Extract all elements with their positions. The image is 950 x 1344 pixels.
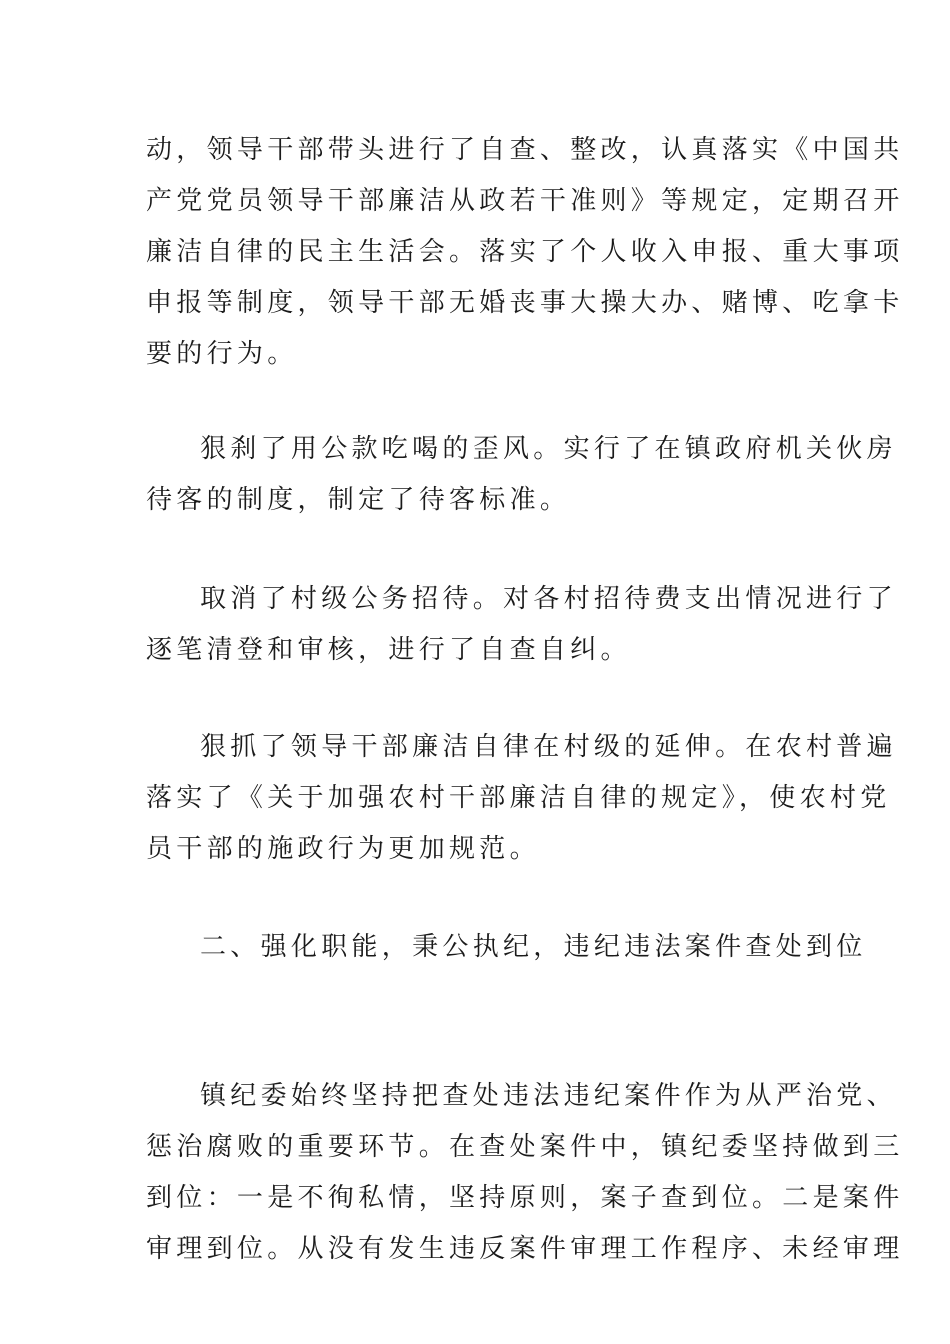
paragraph-line: 审理到位。从没有发生违反案件审理工作程序、未经审理 bbox=[146, 1234, 904, 1264]
paragraph-line: 待客的制度，制定了待客标准。 bbox=[146, 485, 571, 515]
paragraph-4 bbox=[146, 722, 897, 875]
paragraph-line: 狠刹了用公款吃喝的歪风。实行了在镇政府机关伙房 bbox=[200, 434, 897, 464]
paragraph-line: 惩治腐败的重要环节。在查处案件中，镇纪委坚持做到三 bbox=[146, 1132, 904, 1162]
paragraph-2 bbox=[146, 424, 897, 526]
paragraph-line: 廉洁自律的民主生活会。落实了个人收入申报、重大事项 bbox=[146, 237, 904, 267]
paragraph-5 bbox=[146, 1071, 904, 1275]
paragraph-line: 镇纪委始终坚持把查处违法违纪案件作为从严治党、 bbox=[200, 1081, 897, 1111]
section-heading bbox=[146, 922, 867, 973]
paragraph-line: 逐笔清登和审核，进行了自查自纠。 bbox=[146, 635, 631, 665]
paragraph-1 bbox=[146, 125, 904, 380]
paragraph-line: 取消了村级公务招待。对各村招待费支出情况进行了 bbox=[200, 584, 897, 614]
paragraph-3 bbox=[146, 574, 897, 676]
paragraph-line: 狠抓了领导干部廉洁自律在村级的延伸。在农村普遍 bbox=[200, 732, 897, 762]
paragraph-line: 员干部的施政行为更加规范。 bbox=[146, 834, 540, 864]
paragraph-line: 要的行为。 bbox=[146, 339, 298, 369]
paragraph-line: 产党党员领导干部廉洁从政若干准则》等规定，定期召开 bbox=[146, 186, 904, 216]
paragraph-line: 动，领导干部带头进行了自查、整改，认真落实《中国共 bbox=[146, 135, 904, 165]
paragraph-line: 到位：一是不徇私情，坚持原则，案子查到位。二是案件 bbox=[146, 1183, 904, 1213]
paragraph-line: 申报等制度，领导干部无婚丧事大操大办、赌博、吃拿卡 bbox=[146, 288, 904, 318]
paragraph-line: 落实了《关于加强农村干部廉洁自律的规定》，使农村党 bbox=[146, 783, 891, 813]
heading-line: 二、强化职能，秉公执纪，违纪违法案件查处到位 bbox=[200, 932, 867, 962]
